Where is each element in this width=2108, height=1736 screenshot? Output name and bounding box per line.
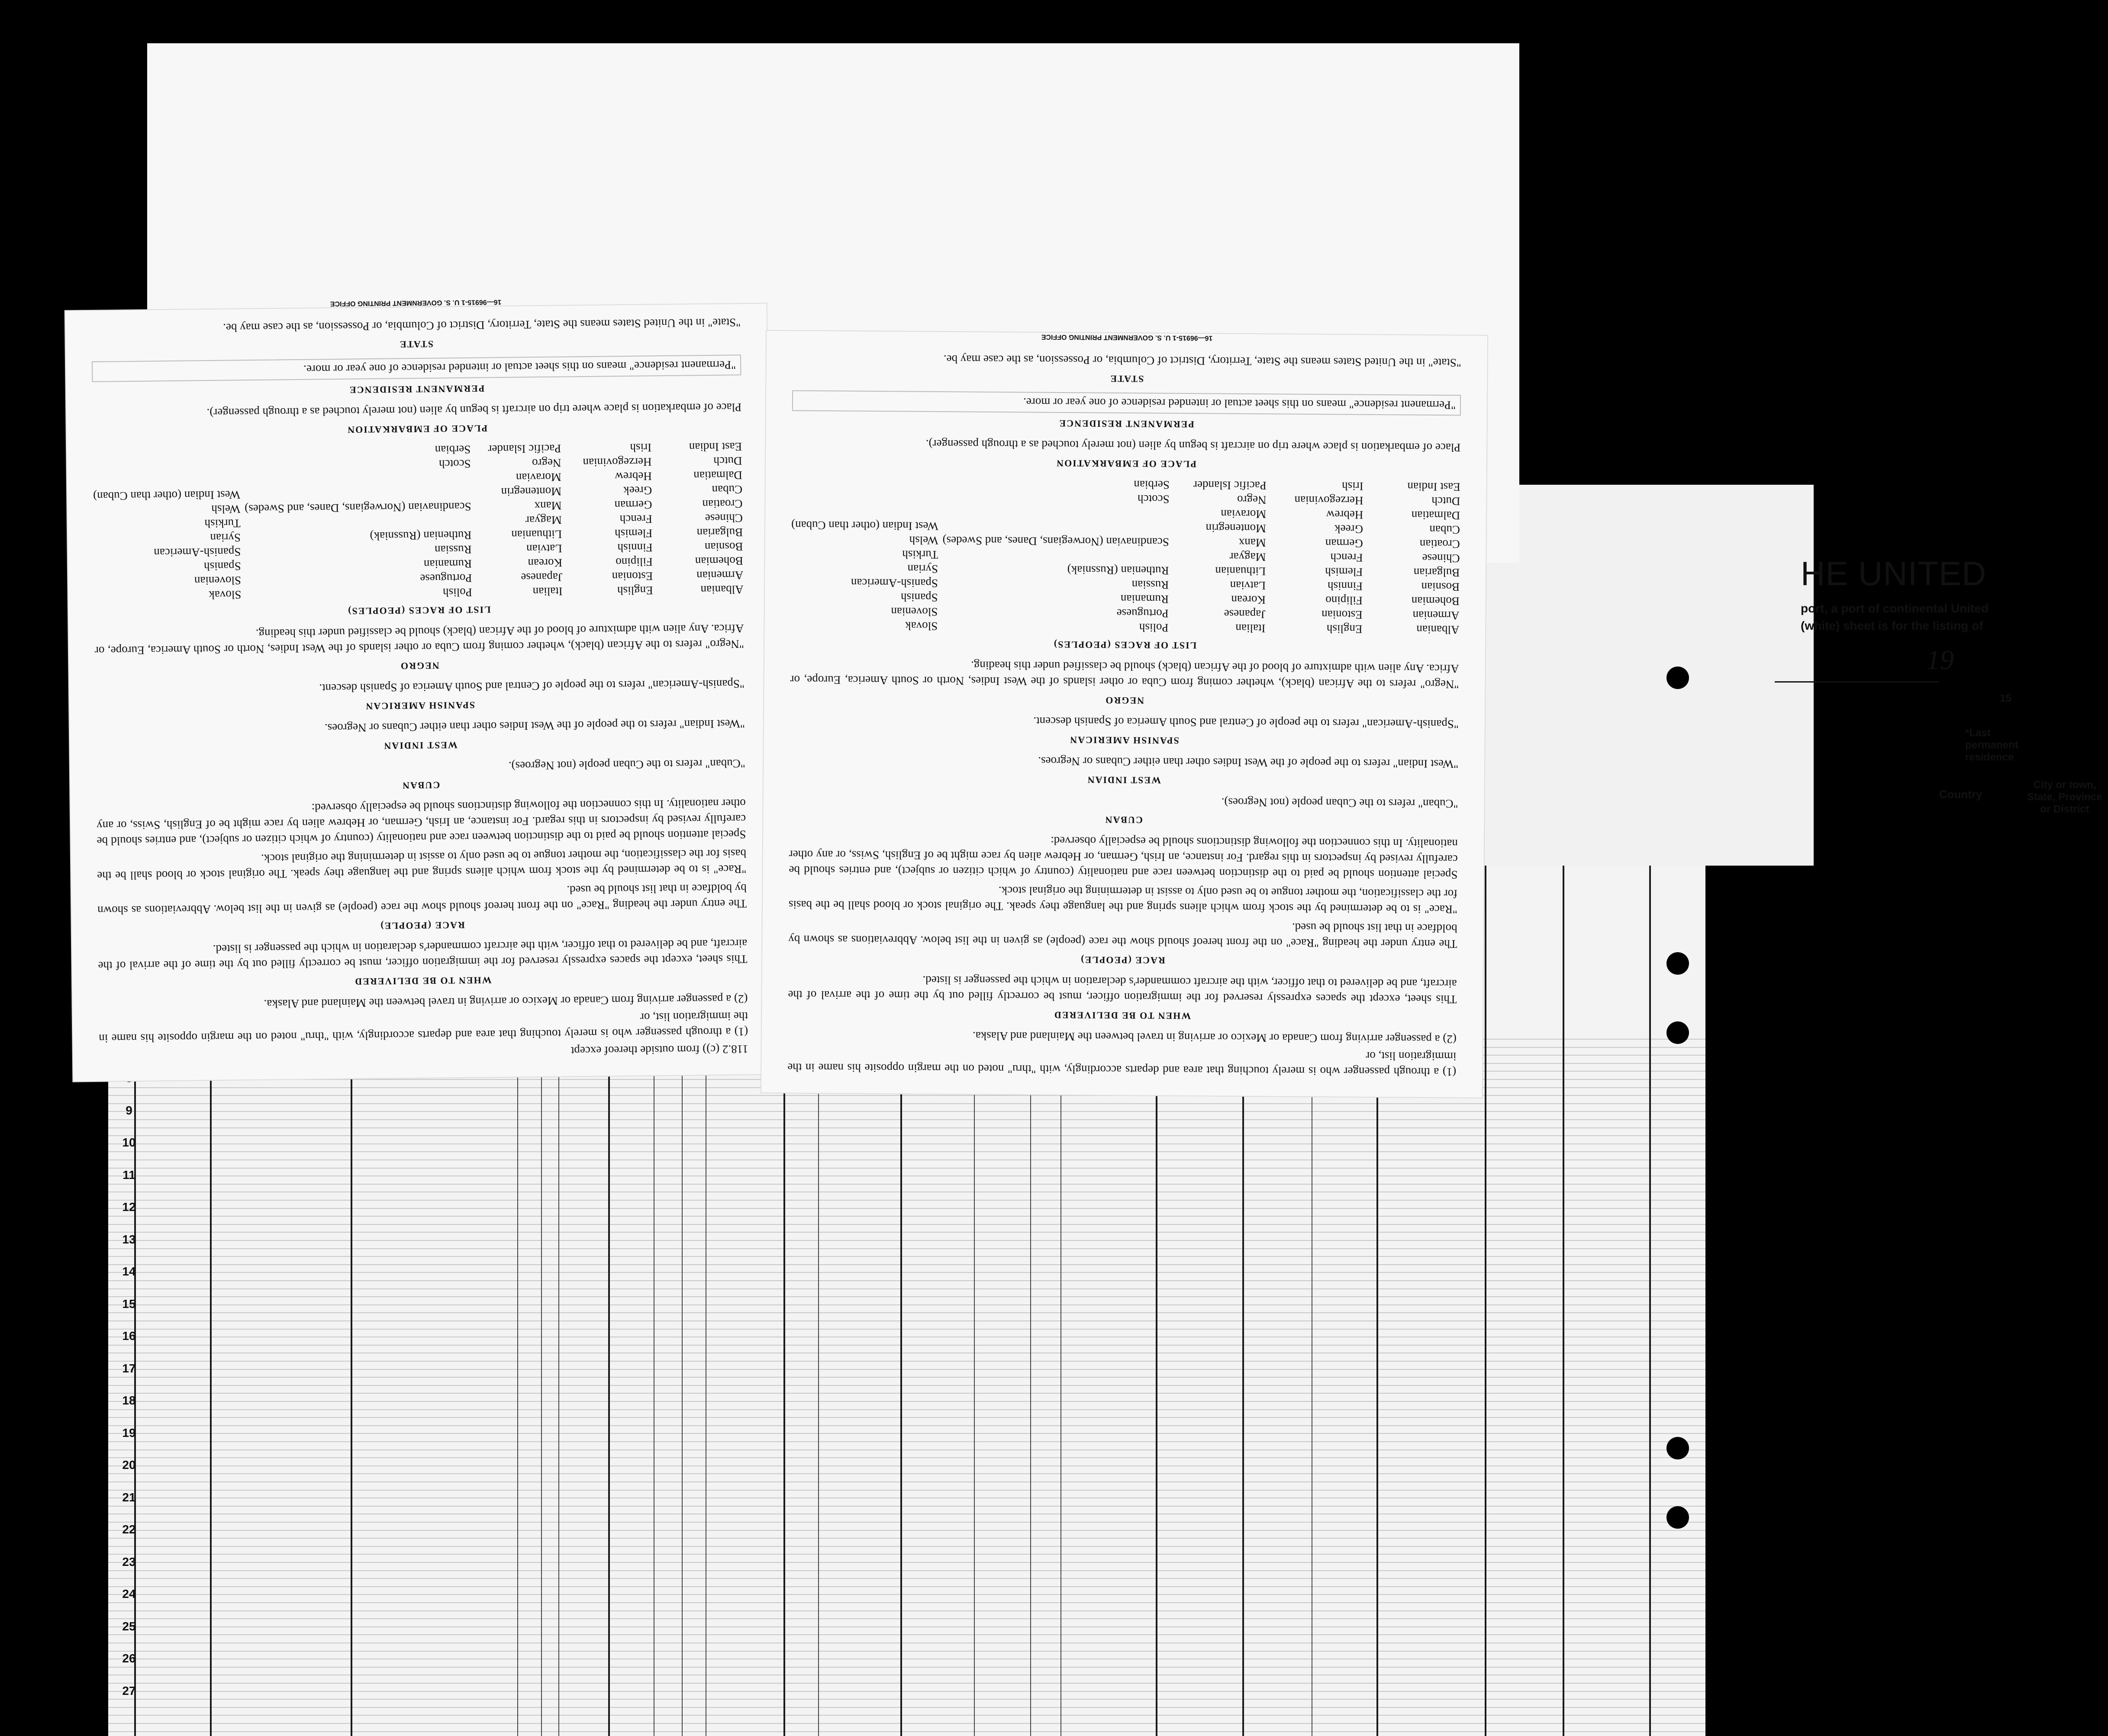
state-title: STATE bbox=[399, 338, 434, 350]
race-entry: Herzegovinian bbox=[583, 455, 652, 470]
spanish-american-text: "Spanish-American" refers to the people of Central and South America of Spanish descent. bbox=[319, 677, 745, 695]
race-entry: East Indian bbox=[689, 440, 742, 454]
race-entry: Bosnian bbox=[704, 540, 743, 554]
race-entry: West Indian (other than Cuban) bbox=[791, 519, 938, 533]
race-entry bbox=[93, 459, 240, 475]
ruled-line bbox=[108, 1111, 1705, 1112]
race-entry: Polish bbox=[1139, 621, 1169, 634]
race-entry: Dutch bbox=[713, 454, 742, 468]
race-entry: Polish bbox=[442, 586, 472, 599]
column-number-15: 15 bbox=[2000, 692, 2011, 704]
race-entry: Moravian bbox=[1221, 507, 1267, 521]
race-entry: Slovenian bbox=[194, 574, 242, 588]
race-entry: French bbox=[619, 512, 653, 526]
race-entry: Greek bbox=[1334, 522, 1363, 536]
ruled-line bbox=[108, 1433, 1705, 1434]
punch-hole bbox=[1666, 1437, 1689, 1459]
ruled-line bbox=[108, 1168, 1705, 1169]
state-title: STATE bbox=[1109, 373, 1144, 385]
ruled-line bbox=[108, 1312, 1705, 1313]
race-entry: Latvian bbox=[526, 542, 562, 556]
ruled-line bbox=[108, 1288, 1705, 1289]
race-entry: Dalmatian bbox=[1411, 509, 1460, 522]
row-number: 11 bbox=[122, 1168, 135, 1182]
ruled-line bbox=[108, 1683, 1705, 1684]
ruled-line bbox=[108, 1248, 1705, 1249]
ruled-line bbox=[108, 1409, 1705, 1410]
west-indian-title: WEST INDIAN bbox=[383, 740, 458, 751]
ruled-line bbox=[108, 1224, 1705, 1225]
row-number: 24 bbox=[122, 1587, 136, 1601]
embarkation-title: PLACE OF EMBARKATION bbox=[347, 423, 488, 435]
race-text-1: The entry under the heading "Race" on the front hereof should show the race (people) as given in the list below. Abbreviations as shown by boldface in that list should be used. bbox=[788, 921, 1457, 951]
punch-hole bbox=[1666, 1021, 1689, 1044]
punch-hole bbox=[1666, 1506, 1689, 1529]
races-title: LIST OF RACES (PEOPLES) bbox=[347, 604, 491, 617]
race-entry: Magyar bbox=[525, 513, 562, 527]
race-entry: Cuban bbox=[712, 483, 743, 496]
race-entry: Montenegrin bbox=[501, 485, 562, 499]
item-2: (2) a passenger arriving from Canada or Mexico or arriving in travel between the Mainland and Alaska. bbox=[972, 1029, 1457, 1046]
race-entry: Armenian bbox=[1412, 609, 1460, 622]
race-entry bbox=[245, 514, 471, 530]
row-number: 17 bbox=[122, 1361, 136, 1375]
spanish-american-text: "Spanish-American" refers to the people of Central and South America of Spanish descent. bbox=[1033, 715, 1459, 731]
ruled-line bbox=[108, 1530, 1705, 1531]
ruled-line bbox=[108, 1393, 1705, 1394]
negro-title: NEGRO bbox=[400, 660, 439, 672]
last-permanent-residence-header: *Last permanent residence bbox=[1965, 727, 2018, 763]
ruled-line bbox=[108, 1610, 1705, 1611]
ruled-line bbox=[108, 1546, 1705, 1547]
punch-hole bbox=[1666, 667, 1689, 689]
manifest-title: HE UNITED bbox=[1801, 554, 1987, 593]
date-year: 19 bbox=[1926, 644, 1954, 675]
race-entry: Montenegrin bbox=[1205, 522, 1267, 535]
when-title: WHEN TO BE DELIVERED bbox=[1053, 1009, 1191, 1022]
spanish-american-title: SPANISH AMERICAN bbox=[365, 699, 475, 712]
negro-title: NEGRO bbox=[1105, 695, 1144, 706]
embarkation-text: Place of embarkation is place where trip on aircraft is begun by alien (not merely touched as a through passenger). bbox=[206, 401, 742, 420]
manifest-subtitle-line2: (white) sheet is for the listing of bbox=[1801, 619, 1983, 632]
residence-text: "Permanent residence" means on this sheet actual or intended residence of one year or more. bbox=[92, 354, 741, 382]
ruled-line bbox=[108, 1369, 1705, 1370]
ruled-line bbox=[108, 1232, 1705, 1233]
race-entry: Ruthenian (Russniak) bbox=[1067, 564, 1169, 577]
race-entry bbox=[93, 444, 240, 461]
row-number: 18 bbox=[122, 1394, 136, 1407]
row-number: 22 bbox=[122, 1523, 136, 1536]
date-field bbox=[1775, 662, 1939, 683]
race-entry: Slovak bbox=[209, 588, 242, 602]
race-text-3: Special attention should be paid to the distinction between race and nationality (country of which citizen or subject), and entries should be carefully revised by inspectors in this regard. For instance, an Irish, German, or Hebrew alien by race might be of English, Swiss, or any other nationality. In this connection the following distinctions should be especially observed: bbox=[97, 797, 746, 848]
ruled-line bbox=[108, 1570, 1705, 1571]
embarkation-title: PLACE OF EMBARKATION bbox=[1056, 457, 1197, 470]
race-entry: Italian bbox=[1235, 622, 1266, 635]
residence-text: "Permanent residence" means on this sheet actual or intended residence of one year or more. bbox=[792, 390, 1461, 416]
race-entry: Dalmatian bbox=[693, 469, 742, 483]
race-entry: Bosnian bbox=[1421, 580, 1460, 594]
race-entry: Croatian bbox=[1419, 537, 1460, 551]
ruled-line bbox=[108, 1151, 1705, 1152]
ruled-line bbox=[108, 1135, 1705, 1136]
race-entry: Filipino bbox=[616, 555, 653, 569]
ruled-line bbox=[108, 1425, 1705, 1426]
row-number: 15 bbox=[122, 1297, 136, 1311]
residence-title: PERMANENT RESIDENCE bbox=[1058, 418, 1194, 430]
race-entry: Syrian bbox=[907, 562, 938, 576]
country-column-header: Country bbox=[1939, 788, 1982, 801]
race-entry: Spanish bbox=[203, 560, 241, 573]
race-entry: Japanese bbox=[521, 570, 563, 584]
row-number: 25 bbox=[122, 1619, 136, 1633]
race-entry: Estonian bbox=[612, 570, 653, 583]
race-entry: German bbox=[1325, 537, 1363, 550]
row-number: 20 bbox=[122, 1458, 136, 1472]
row-number: 16 bbox=[122, 1329, 136, 1343]
printing-office-line: 16—96915-1 U. S. GOVERNMENT PRINTING OFFICE bbox=[330, 298, 502, 308]
race-entry bbox=[791, 504, 938, 519]
race-entry: Lithuanian bbox=[511, 528, 562, 541]
spanish-american-title: SPANISH AMERICAN bbox=[1069, 734, 1179, 746]
ruled-line bbox=[108, 1119, 1705, 1120]
negro-text: "Negro" refers to the African (black), whether coming from Cuba or other islands of the West Indies, North or South America, Europe, or Africa. Any alien with admixture of blood of the African (black) should be classified under this heading. bbox=[94, 622, 745, 657]
ruled-line bbox=[108, 1361, 1705, 1362]
row-number: 21 bbox=[122, 1490, 136, 1504]
race-entry: Portuguese bbox=[1116, 606, 1169, 620]
race-entry: Ruthenian (Russniak) bbox=[370, 528, 472, 543]
race-entry: Albanian bbox=[700, 583, 744, 597]
west-indian-text: "West Indian" refers to the people of the West Indies other than either Cubans or Negroes. bbox=[324, 717, 745, 735]
state-text: "State" in the United States means the State, Territory, District of Columbia, or Possession, as the case may be. bbox=[943, 353, 1461, 370]
race-entry: Chinese bbox=[1422, 551, 1460, 565]
race-entry: East Indian bbox=[1407, 480, 1460, 494]
item-1: (1) a through passenger who is merely touching that area and departs accordingly, with "thru" noted on the margin opposite his name in the immigration list, or bbox=[787, 1049, 1457, 1079]
when-text: This sheet, except the spaces expressly reserved for the immigration officer, must be correctly filled out by the time of the arrival of the aircraft, and be delivered to that officer, with the aircraft commander's declaration in which the passenger is listed. bbox=[98, 937, 748, 973]
race-entry: Welsh bbox=[909, 534, 938, 547]
race-entry: Finnish bbox=[617, 541, 653, 555]
race-entry: Scotch bbox=[1137, 493, 1170, 506]
race-entry: Rumanian bbox=[423, 557, 472, 571]
race-entry: Slovenian bbox=[891, 605, 938, 618]
race-text-1: The entry under the heading "Race" on the front hereof should show the race (people) as given in the list below. Abbreviations as shown by boldface in that list should be used. bbox=[97, 882, 747, 917]
race-entry: Lithuanian bbox=[1215, 564, 1266, 578]
race-entry bbox=[792, 475, 939, 490]
cuban-title: CUBAN bbox=[402, 779, 440, 791]
ruled-line bbox=[108, 1184, 1705, 1185]
race-entry: Latvian bbox=[1230, 579, 1266, 593]
race-entry: Pacific Islander bbox=[488, 442, 561, 456]
race-entry: Bohemian bbox=[1411, 594, 1460, 608]
ruled-line bbox=[108, 1490, 1705, 1491]
ruled-line bbox=[108, 1465, 1705, 1466]
race-title: RACE (PEOPLE) bbox=[1080, 954, 1165, 966]
ruled-line bbox=[108, 1441, 1705, 1442]
ruled-line bbox=[108, 1264, 1705, 1265]
ruled-line bbox=[108, 1473, 1705, 1474]
race-entry: Manx bbox=[1238, 536, 1266, 550]
races-title: LIST OF RACES (PEOPLES) bbox=[1053, 639, 1197, 651]
ruled-line bbox=[108, 1256, 1705, 1257]
race-entry: Korean bbox=[528, 556, 563, 570]
ruled-line bbox=[108, 1634, 1705, 1635]
ruled-line bbox=[108, 1449, 1705, 1450]
instruction-sheet-left bbox=[65, 298, 775, 1082]
ruled-line bbox=[108, 1562, 1705, 1563]
race-entry: Turkish bbox=[902, 548, 938, 561]
race-entry: Syrian bbox=[210, 531, 241, 545]
ruled-line bbox=[108, 1401, 1705, 1402]
race-entry bbox=[245, 485, 471, 502]
ruled-line bbox=[108, 1216, 1705, 1217]
ruled-line bbox=[108, 1506, 1705, 1507]
row-number: 13 bbox=[122, 1232, 136, 1246]
ruled-line bbox=[108, 1715, 1705, 1716]
race-entry bbox=[93, 473, 240, 489]
race-entry: Scotch bbox=[438, 457, 471, 471]
race-title: RACE (PEOPLE) bbox=[380, 919, 465, 931]
ruled-line bbox=[108, 1594, 1705, 1595]
ruled-line bbox=[108, 1159, 1705, 1160]
ruled-line bbox=[108, 1586, 1705, 1587]
state-text: "State" in the United States means the State, Territory, District of Columbia, or Possession, as the case may be. bbox=[223, 316, 741, 335]
race-entry: Hebrew bbox=[1326, 508, 1363, 522]
row-number: 12 bbox=[122, 1200, 136, 1214]
ruled-line bbox=[108, 1667, 1705, 1668]
ruled-line bbox=[108, 1731, 1705, 1732]
race-text-2: "Race" is to be determined by the stock from which aliens spring and the language they speak. The original stock or blood shall be the basis for the classification, the mother tongue to be used only to assist in determining the original stock. bbox=[788, 884, 1458, 916]
race-entry: Spanish-American bbox=[154, 545, 241, 560]
race-entry: English bbox=[1326, 622, 1363, 636]
race-entry: Russian bbox=[434, 543, 472, 557]
race-entry: German bbox=[614, 498, 652, 512]
ruled-line bbox=[108, 1457, 1705, 1458]
race-entry: Serbian bbox=[435, 443, 471, 457]
race-entry: Slovak bbox=[905, 619, 938, 633]
ruled-line bbox=[108, 1522, 1705, 1523]
ruled-line bbox=[108, 1651, 1705, 1652]
ruled-line bbox=[108, 1377, 1705, 1378]
race-entry: Spanish-American bbox=[851, 576, 938, 590]
race-entry: English bbox=[617, 584, 653, 598]
race-entry: Korean bbox=[1231, 593, 1266, 607]
ruled-line bbox=[108, 1602, 1705, 1603]
race-entry bbox=[942, 548, 1169, 564]
manifest-subtitle-line1: port, a port of continental United bbox=[1801, 602, 1989, 615]
race-entry: Spanish bbox=[900, 591, 938, 604]
race-entry: Moravian bbox=[516, 470, 562, 484]
race-entry: Cuban bbox=[1429, 523, 1460, 537]
race-entry: Manx bbox=[534, 499, 562, 513]
instruction-text-right bbox=[787, 333, 1461, 1080]
race-entry: Herzegovinian bbox=[1294, 493, 1363, 507]
ruled-line bbox=[108, 1240, 1705, 1241]
cuban-text: "Cuban" refers to the Cuban people (not Negroes). bbox=[1221, 796, 1458, 811]
race-entry: West Indian (other than Cuban) bbox=[93, 488, 241, 503]
race-entry: Portuguese bbox=[420, 571, 472, 585]
ruled-line bbox=[108, 1723, 1705, 1724]
race-entry bbox=[943, 505, 1170, 521]
ruled-line bbox=[108, 1127, 1705, 1128]
ruled-line bbox=[108, 1345, 1705, 1346]
row-number: 27 bbox=[122, 1684, 136, 1697]
ruled-line bbox=[108, 1272, 1705, 1273]
race-entry: Welsh bbox=[211, 502, 241, 516]
races-list bbox=[93, 439, 744, 603]
races-list bbox=[790, 475, 1460, 637]
race-entry: Japanese bbox=[1224, 607, 1266, 621]
ruled-line bbox=[108, 1304, 1705, 1305]
race-entry: Russian bbox=[1131, 578, 1169, 592]
race-entry: French bbox=[1330, 551, 1363, 564]
ruled-line bbox=[108, 1554, 1705, 1555]
race-entry: Filipino bbox=[1325, 594, 1363, 607]
race-entry: Pacific Islander bbox=[1193, 479, 1267, 493]
embarkation-text: Place of embarkation is place where trip on aircraft is begun by alien (not merely touched as a through passenger). bbox=[925, 437, 1461, 454]
ruled-line bbox=[108, 1699, 1705, 1700]
race-entry: Bulgarian bbox=[1413, 566, 1460, 580]
race-text-3: Special attention should be paid to the distinction between race and nationality (country of which citizen or subject), and entries should be carefully revised by inspectors in this regard. For instance, an Irish, German, or Hebrew alien by race might be of English, Swiss, or any other nationality. In this connection the following distinctions should be especially observed: bbox=[789, 834, 1458, 882]
ruled-line bbox=[108, 1626, 1705, 1627]
race-entry: Scandinavian (Norwegians, Danes, and Swedes) bbox=[245, 500, 471, 516]
ruled-line bbox=[108, 1280, 1705, 1281]
race-entry bbox=[244, 471, 471, 487]
race-entry: Rumanian bbox=[1120, 592, 1169, 606]
race-entry: Bohemian bbox=[695, 554, 744, 568]
instruction-text-left bbox=[91, 298, 748, 1064]
race-text-2: "Race" is to be determined by the stock from which aliens spring and the language they speak. The original stock or blood shall be the basis for the classification, the mother tongue to be used only to assist in determining the original stock. bbox=[97, 847, 747, 882]
ruled-line bbox=[108, 1103, 1705, 1104]
row-number: 9 bbox=[126, 1103, 132, 1117]
item-1: (1) a through passenger who is merely touching that area and departs accordingly, with "thru" noted on the margin opposite his name in the immigration list, or bbox=[99, 1010, 748, 1045]
punch-hole bbox=[1666, 952, 1689, 975]
race-entry: Italian bbox=[532, 585, 563, 599]
ruled-line bbox=[108, 1691, 1705, 1692]
race-entry: Irish bbox=[1342, 480, 1363, 493]
printing-office-line: 16—96915-1 U. S. GOVERNMENT PRINTING OFFICE bbox=[1041, 333, 1213, 342]
race-entry: Estonian bbox=[1322, 608, 1363, 622]
race-entry: Scandinavian (Norwegians, Danes, and Swedes) bbox=[942, 534, 1169, 549]
ruled-line bbox=[108, 1385, 1705, 1386]
west-indian-text: "West Indian" refers to the people of the West Indies other than either Cubans or Negroes. bbox=[1038, 754, 1459, 771]
negro-text: "Negro" refers to the African (black), whether coming from Cuba or other islands of the West Indies, North or South America, Europe, or Africa. Any alien with admixture of blood of the African (black) should be classified under this heading. bbox=[790, 659, 1459, 691]
residence-title: PERMANENT RESIDENCE bbox=[348, 383, 485, 396]
race-entry: Albanian bbox=[1416, 623, 1460, 637]
race-entry: Greek bbox=[623, 484, 652, 498]
ruled-line bbox=[108, 1200, 1705, 1201]
item-2: (2) a passenger arriving from Canada or Mexico or arriving in travel between the Mainland and Alaska. bbox=[264, 992, 748, 1011]
race-entry: Irish bbox=[630, 441, 652, 454]
race-entry: Flemish bbox=[615, 527, 653, 541]
race-entry: Dutch bbox=[1431, 494, 1460, 508]
ruled-line bbox=[108, 1417, 1705, 1418]
race-entry: Serbian bbox=[1134, 478, 1170, 492]
race-entry: Finnish bbox=[1327, 580, 1363, 593]
race-entry: Negro bbox=[1237, 493, 1267, 507]
race-entry: Croatian bbox=[702, 497, 743, 511]
row-number: 10 bbox=[122, 1136, 136, 1149]
race-entry bbox=[791, 490, 938, 505]
race-entry: Armenian bbox=[696, 569, 744, 583]
when-title: WHEN TO BE DELIVERED bbox=[354, 975, 492, 987]
ruled-line bbox=[108, 1538, 1705, 1539]
ruled-line bbox=[108, 1296, 1705, 1297]
ruled-line bbox=[108, 1707, 1705, 1708]
ruled-line bbox=[108, 1329, 1705, 1330]
race-entry: Magyar bbox=[1229, 550, 1266, 564]
west-indian-title: WEST INDIAN bbox=[1086, 774, 1161, 786]
city-column-header: City or town, State, Province or District bbox=[2027, 779, 2102, 815]
ruled-line bbox=[108, 1578, 1705, 1579]
when-text: This sheet, except the spaces expressly reserved for the immigration officer, must be correctly filled out by the time of the arrival of the aircraft, and be delivered to that officer, with the aircraft commander's declaration in which the passenger is listed. bbox=[788, 973, 1457, 1006]
race-entry: Bulgarian bbox=[696, 526, 743, 540]
ruled-line bbox=[108, 1618, 1705, 1619]
race-entry: Hebrew bbox=[615, 470, 652, 483]
cuban-title: CUBAN bbox=[1104, 814, 1143, 826]
row-number: 19 bbox=[122, 1426, 136, 1440]
race-entry: Turkish bbox=[204, 517, 241, 531]
row-number: 23 bbox=[122, 1555, 136, 1569]
race-entry: Negro bbox=[532, 456, 561, 470]
race-entry: Chinese bbox=[705, 512, 743, 525]
row-number: 26 bbox=[122, 1652, 136, 1665]
row-number: 14 bbox=[122, 1265, 136, 1278]
ruled-line bbox=[108, 1208, 1705, 1209]
instruction-sheet-right bbox=[761, 331, 1487, 1098]
ruled-line bbox=[108, 1143, 1705, 1144]
item-prefix: 118.2 (c)) from outside thereof except bbox=[571, 1043, 748, 1058]
race-entry: Flemish bbox=[1325, 565, 1363, 579]
race-entry bbox=[943, 519, 1170, 535]
cuban-text: "Cuban" refers to the Cuban people (not Negroes). bbox=[508, 757, 745, 773]
